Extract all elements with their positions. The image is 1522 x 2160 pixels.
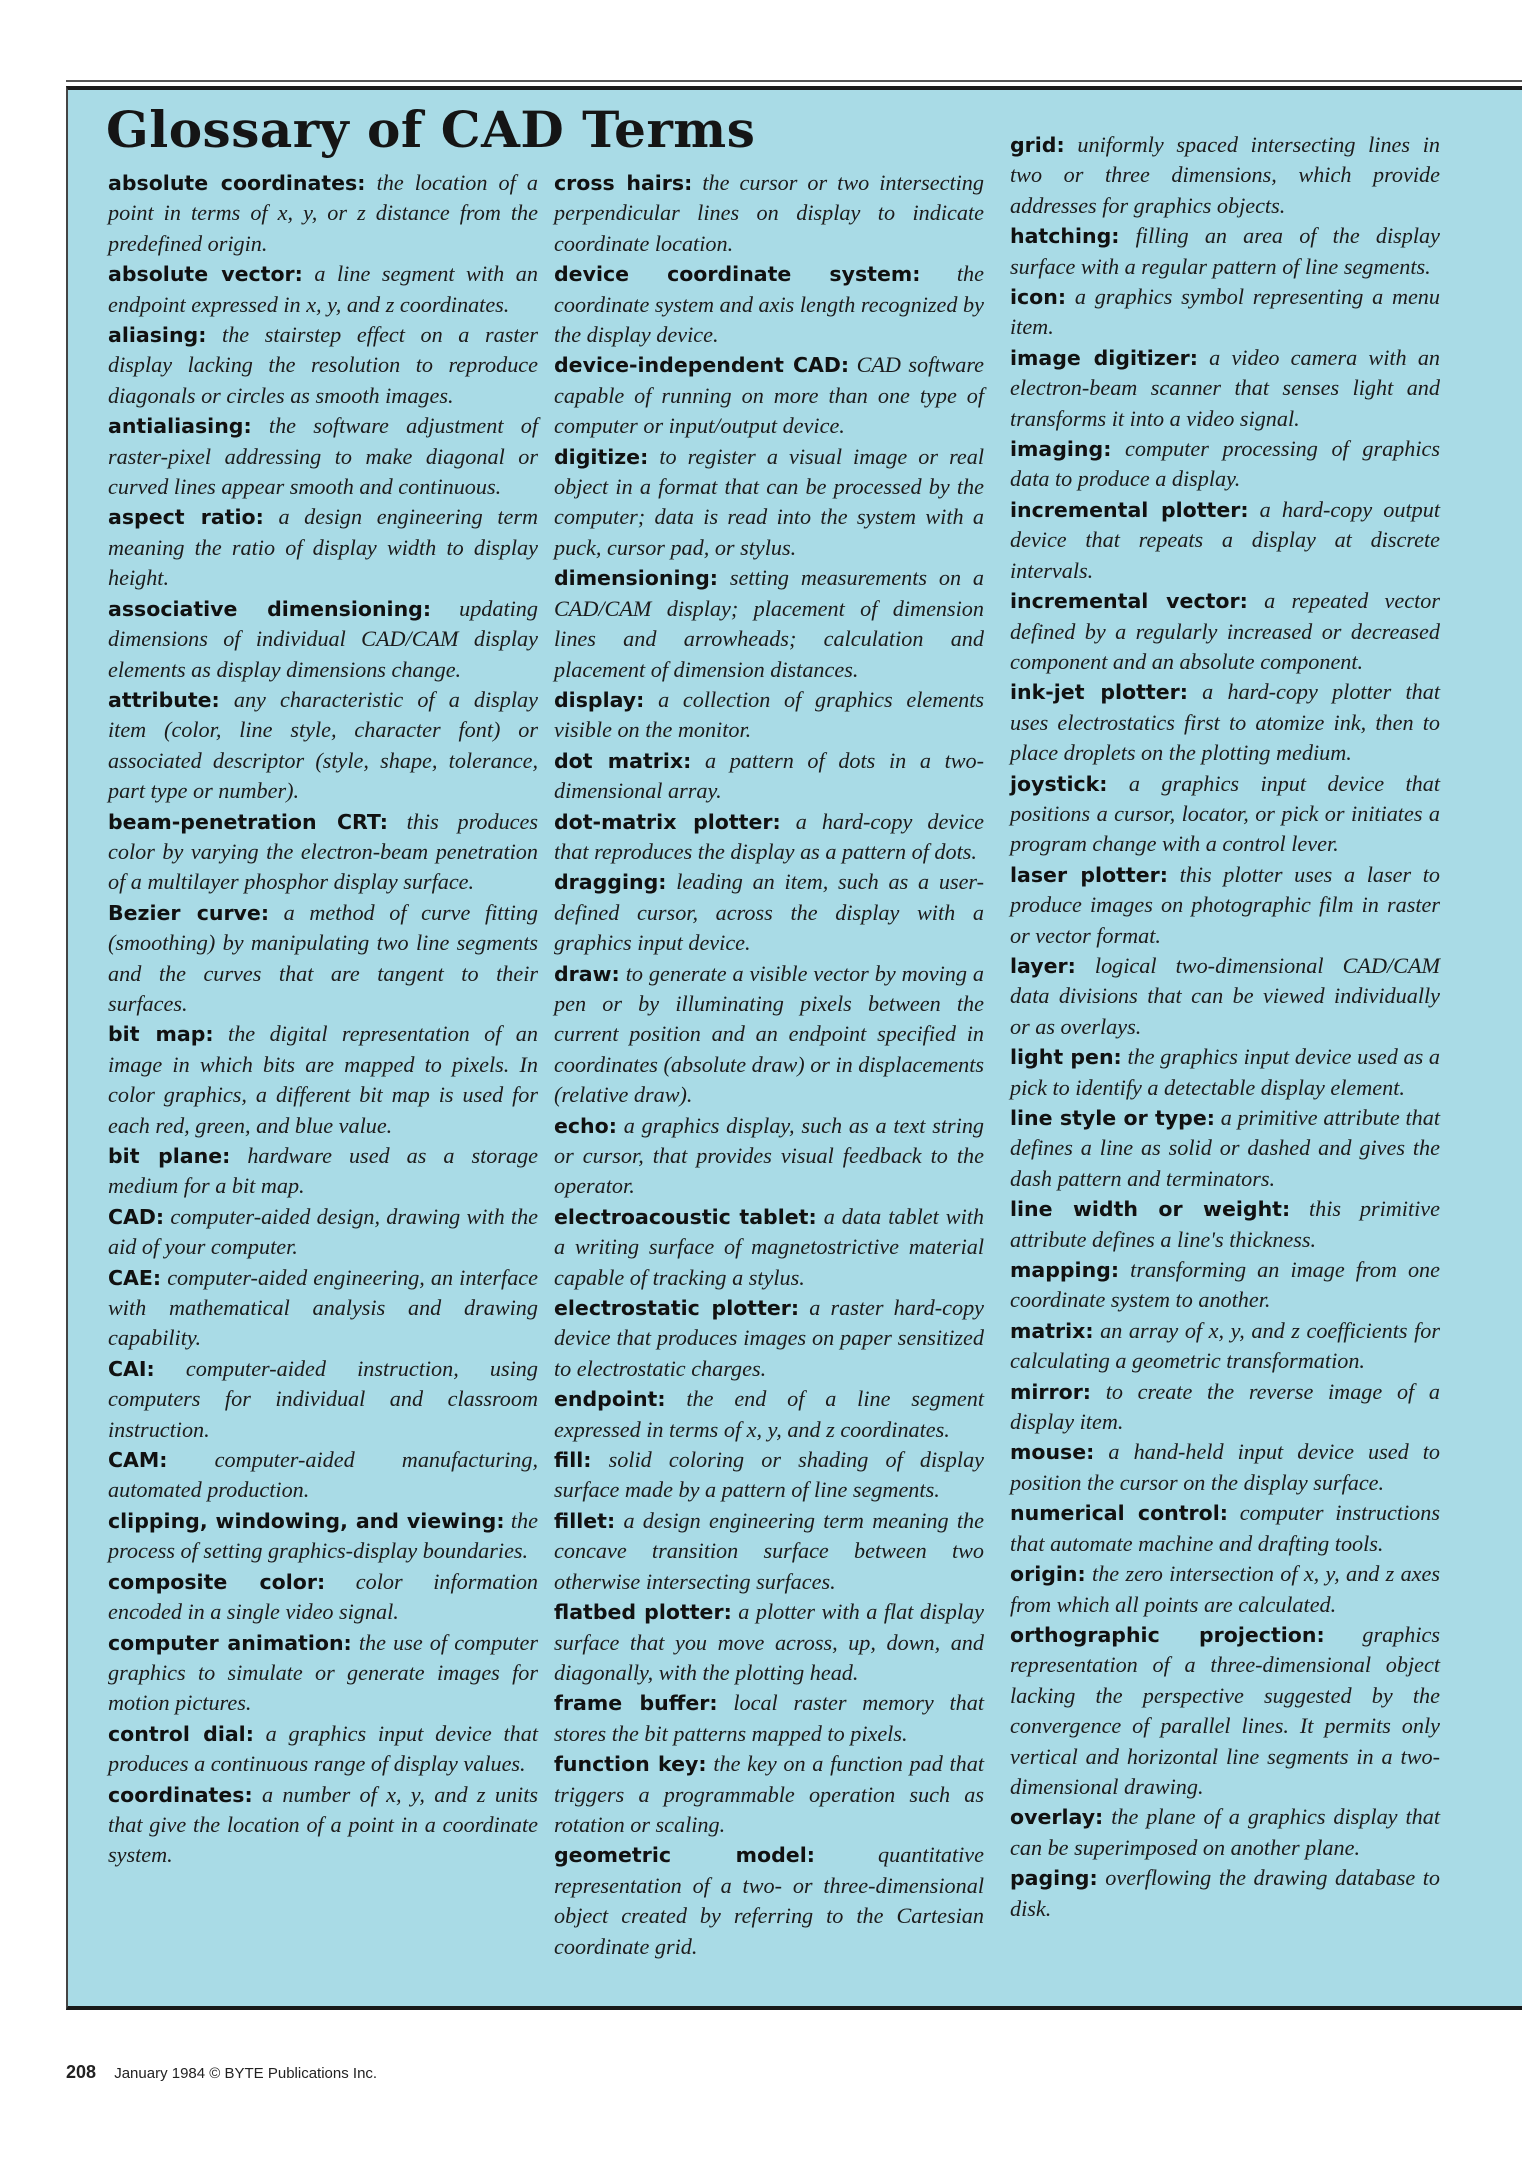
glossary-definition: the key on a function pad that triggers a programmable operation such as rotation or scaling.: [554, 1751, 985, 1837]
glossary-definition: a data tablet with a writing surface of magnetostrictive material capable of tracking a stylus.: [554, 1203, 985, 1290]
glossary-term: clipping, windowing, and viewing:: [108, 1508, 505, 1533]
glossary-definition: a number of x, y, and z units that give the location of a point in a coordinate system.: [108, 1781, 538, 1868]
glossary-definition: the process of setting graphics-display boundaries.: [108, 1507, 538, 1564]
glossary-term: joystick:: [1010, 771, 1108, 796]
glossary-definition: local raster memory that stores the bit patterns mapped to pixels.: [554, 1690, 984, 1746]
glossary-term: electrostatic plotter:: [554, 1296, 800, 1321]
glossary-entry: [108, 1628, 538, 1719]
glossary-term: mapping:: [1010, 1258, 1120, 1283]
glossary-term: associative dimensioning:: [108, 596, 432, 621]
glossary-entry: [108, 502, 538, 593]
glossary-entry: [1010, 221, 1440, 282]
glossary-entry: [554, 1597, 984, 1688]
glossary-definition: the cursor or two intersecting perpendicular lines on display to indicate coordinate location.: [554, 170, 984, 256]
glossary-term: geometric model:: [554, 1843, 815, 1868]
glossary-term: paging:: [1010, 1866, 1098, 1891]
glossary-term: dimensioning:: [554, 566, 718, 591]
glossary-entry: [554, 1445, 984, 1506]
glossary-entry: [554, 350, 984, 441]
glossary-entry: [108, 1567, 538, 1628]
glossary-term: aspect ratio:: [108, 505, 264, 530]
glossary-definition: a line segment with an endpoint expressed in x, y, and z coordinates.: [108, 261, 538, 317]
glossary-entry: [554, 1111, 984, 1202]
glossary-entry: [1010, 282, 1440, 343]
glossary-term: mirror:: [1010, 1379, 1091, 1404]
glossary-definition: a plotter with a flat display surface that you move across, up, down, and diagonally, with the plotting head.: [554, 1599, 984, 1685]
glossary-term: grid:: [1010, 133, 1065, 157]
glossary-term: line width or weight:: [1010, 1197, 1291, 1222]
glossary-definition: a hard-copy output device that repeats a display at discrete intervals.: [1010, 496, 1440, 583]
page-number: 208: [66, 2062, 97, 2082]
glossary-entry: [554, 1688, 984, 1749]
glossary-definition: the location of a point in terms of x, y, or z distance from the predefined origin.: [108, 170, 538, 256]
glossary-entry: [1010, 1437, 1440, 1498]
glossary-term: overlay:: [1010, 1805, 1104, 1830]
glossary-definition: graphics representation of a three-dimensional object lacking the perspective suggested by the convergence of parallel lines. It permits only vertical and horizontal line segments in a two-dimensional drawing.: [1010, 1621, 1441, 1799]
glossary-entry: [108, 320, 538, 411]
glossary-definition: this primitive attribute defines a line's thickness.: [1010, 1196, 1440, 1252]
glossary-term: control dial:: [108, 1721, 254, 1746]
glossary-definition: a primitive attribute that defines a line as solid or dashed and gives the dash pattern and terminators.: [1010, 1105, 1441, 1191]
glossary-definition: any characteristic of a display item (color, line style, character font) or associated descriptor (style, shape, tolerance, part type or number).: [108, 686, 538, 804]
glossary-term: image digitizer:: [1010, 345, 1198, 370]
glossary-entry: [108, 1719, 538, 1780]
glossary-entry: [1010, 1042, 1440, 1103]
glossary-definition: the digital representation of an image in which bits are mapped to pixels. In color graphics, a different bit map is used for each red, green, and blue value.: [108, 1021, 538, 1138]
glossary-definition: computer processing of graphics data to produce a display.: [1010, 436, 1441, 492]
glossary-entry: [554, 168, 984, 259]
glossary-entry: [108, 594, 538, 685]
glossary-column-3: [1010, 130, 1440, 1924]
glossary-entry: [1010, 1498, 1440, 1559]
glossary-entry: [1010, 130, 1440, 221]
glossary-term: ink-jet plotter:: [1010, 680, 1188, 705]
glossary-definition: this plotter uses a laser to produce images on photographic film in raster or vector format.: [1010, 861, 1440, 948]
glossary-term: beam-penetration CRT:: [108, 809, 388, 834]
glossary-definition: computer-aided manufacturing, automated production.: [108, 1447, 538, 1503]
glossary-term: numerical control:: [1010, 1501, 1228, 1526]
glossary-entry: [554, 259, 984, 350]
glossary-definition: to generate a visible vector by moving a pen or by illuminating pixels between the current position and an endpoint specified in coordinates (absolute draw) or in displacements (relative draw).: [554, 960, 985, 1108]
glossary-entry: [1010, 586, 1440, 677]
glossary-definition: a collection of graphics elements visible on the monitor.: [554, 686, 984, 743]
glossary-column-1: [108, 168, 538, 1871]
glossary-entry: [108, 898, 538, 1020]
glossary-term: imaging:: [1010, 437, 1112, 462]
glossary-panel: [66, 86, 1522, 2010]
glossary-definition: a pattern of dots in a two-dimensional array.: [554, 747, 985, 804]
glossary-entry: [1010, 677, 1440, 768]
glossary-definition: a method of curve fitting (smoothing) by manipulating two line segments and the curves that are tangent to their surfaces.: [108, 899, 538, 1016]
glossary-term: device coordinate system:: [554, 262, 921, 287]
glossary-entry: [1010, 860, 1440, 951]
glossary-entry: [1010, 1620, 1440, 1802]
glossary-term: function key:: [554, 1752, 707, 1777]
glossary-entry: [1010, 1863, 1440, 1924]
glossary-definition: quantitative representation of a two- or three-dimensional object created by referring to the Cartesian coordinate grid.: [554, 1842, 984, 1959]
glossary-entry: [1010, 1194, 1440, 1255]
glossary-definition: a raster hard-copy device that produces images on paper sensitized to electrostatic charges.: [554, 1295, 985, 1381]
glossary-entry: [1010, 951, 1440, 1042]
glossary-definition: this produces color by varying the electron-beam penetration of a multilayer phosphor display surface.: [108, 808, 538, 895]
glossary-entry: [1010, 343, 1440, 434]
glossary-definition: to register a visual image or real object in a format that can be processed by the computer; data is read into the system with a puck, cursor pad, or stylus.: [554, 443, 984, 560]
glossary-term: display:: [554, 687, 645, 712]
page-footer: [66, 2062, 377, 2083]
glossary-entry: [108, 1354, 538, 1445]
glossary-entry: [554, 1506, 984, 1597]
glossary-entry: [108, 1019, 538, 1141]
glossary-definition: solid coloring or shading of display surface made by a pattern of line segments.: [554, 1447, 985, 1503]
glossary-entry: [1010, 1559, 1440, 1620]
glossary-entry: [1010, 1103, 1440, 1194]
glossary-term: incremental vector:: [1010, 589, 1248, 614]
panel-top-rule: [66, 80, 1522, 82]
glossary-term: fill:: [554, 1448, 592, 1473]
glossary-entry: [554, 1840, 984, 1962]
glossary-term: orthographic projection:: [1010, 1622, 1325, 1647]
glossary-entry: [108, 259, 538, 320]
glossary-term: electroacoustic tablet:: [554, 1204, 817, 1229]
glossary-term: CAM:: [108, 1448, 168, 1473]
glossary-definition: a hard-copy plotter that uses electrostatics first to atomize ink, then to place droplets on the plotting medium.: [1010, 679, 1440, 766]
glossary-term: attribute:: [108, 687, 220, 712]
glossary-term: incremental plotter:: [1010, 497, 1249, 522]
glossary-entry: [1010, 434, 1440, 495]
glossary-definition: the software adjustment of raster-pixel addressing to make diagonal or curved lines appear smooth and continuous.: [108, 413, 538, 500]
glossary-entry: [108, 685, 538, 807]
glossary-definition: logical two-dimensional CAD/CAM data divisions that can be viewed individually or as overlays.: [1010, 952, 1440, 1039]
glossary-term: CAE:: [108, 1265, 162, 1290]
glossary-term: dot matrix:: [554, 748, 692, 773]
page-title: Glossary of CAD Terms: [106, 100, 756, 159]
glossary-term: fillet:: [554, 1508, 616, 1533]
glossary-term: layer:: [1010, 953, 1076, 978]
glossary-definition: a graphics input device that produces a continuous range of display values.: [108, 1720, 539, 1777]
glossary-term: device-independent CAD:: [554, 353, 850, 378]
glossary-term: cross hairs:: [554, 171, 693, 195]
glossary-definition: a video camera with an electron-beam scanner that senses light and transforms it into a video signal.: [1010, 344, 1441, 431]
glossary-definition: setting measurements on a CAD/CAM display; placement of dimension lines and arrowheads; calculation and placement of dimension distances.: [554, 565, 985, 682]
glossary-definition: overflowing the drawing database to disk.: [1010, 1865, 1441, 1921]
glossary-definition: the end of a line segment expressed in terms of x, y, and z coordinates.: [554, 1386, 984, 1442]
glossary-definition: filling an area of the display surface with a regular pattern of line segments.: [1010, 223, 1440, 279]
glossary-entry: [1010, 1802, 1440, 1863]
glossary-term: mouse:: [1010, 1440, 1095, 1465]
glossary-term: flatbed plotter:: [554, 1600, 732, 1625]
glossary-entry: [108, 1202, 538, 1263]
glossary-entry: [1010, 1316, 1440, 1377]
glossary-term: frame buffer:: [554, 1691, 718, 1716]
glossary-definition: uniformly spaced intersecting lines in two or three dimensions, which provide addresses for graphics objects.: [1010, 132, 1440, 218]
glossary-entry: [554, 959, 984, 1111]
glossary-entry: [554, 442, 984, 564]
glossary-definition: updating dimensions of individual CAD/CAM display elements as display dimensions change.: [108, 595, 538, 682]
footer-credit: January 1984 © BYTE Publications Inc.: [114, 2065, 378, 2082]
glossary-entry: [554, 1384, 984, 1445]
glossary-term: antialiasing:: [108, 414, 252, 439]
glossary-term: laser plotter:: [1010, 862, 1168, 887]
glossary-term: computer animation:: [108, 1630, 352, 1655]
glossary-term: Bezier curve:: [108, 900, 270, 925]
glossary-term: hatching:: [1010, 224, 1120, 249]
glossary-entry: [1010, 495, 1440, 586]
glossary-term: aliasing:: [108, 323, 207, 348]
glossary-term: light pen:: [1010, 1045, 1122, 1070]
glossary-term: endpoint:: [554, 1387, 666, 1412]
glossary-term: composite color:: [108, 1569, 326, 1594]
glossary-term: echo:: [554, 1113, 617, 1138]
glossary-entry: [554, 1293, 984, 1384]
glossary-term: matrix:: [1010, 1318, 1094, 1343]
glossary-entry: [1010, 1255, 1440, 1316]
glossary-definition: the graphics input device used as a pick to identify a detectable display element.: [1010, 1044, 1441, 1100]
glossary-definition: the plane of a graphics display that can be superimposed on another plane.: [1010, 1804, 1440, 1860]
glossary-definition: transforming an image from one coordinate system to another.: [1010, 1257, 1440, 1313]
glossary-definition: a hard-copy device that reproduces the display as a pattern of dots.: [554, 808, 985, 864]
glossary-definition: an array of x, y, and z coefficients for calculating a geometric transformation.: [1010, 1317, 1440, 1374]
glossary-term: bit map:: [108, 1022, 214, 1047]
glossary-entry: [108, 1445, 538, 1506]
glossary-definition: to create the reverse image of a display item.: [1010, 1378, 1441, 1435]
glossary-entry: [108, 1141, 538, 1202]
glossary-entry: [108, 1780, 538, 1871]
glossary-entry: [108, 807, 538, 898]
glossary-definition: a hand-held input device used to position the cursor on the display surface.: [1010, 1439, 1441, 1495]
glossary-term: origin:: [1010, 1562, 1086, 1587]
glossary-definition: a graphics input device that positions a cursor, locator, or pick or initiates a program change with a control lever.: [1010, 770, 1441, 857]
glossary-definition: a design engineering term meaning the ratio of display width to display height.: [108, 504, 539, 591]
glossary-definition: the coordinate system and axis length recognized by the display device.: [554, 261, 984, 348]
glossary-entry: [554, 563, 984, 685]
glossary-entry: [554, 807, 984, 868]
glossary-entry: [108, 411, 538, 502]
glossary-definition: computer-aided design, drawing with the aid of your computer.: [108, 1203, 539, 1260]
glossary-definition: CAD software capable of running on more than one type of computer or input/output device.: [554, 352, 985, 439]
glossary-term: dragging:: [554, 870, 667, 895]
glossary-term: absolute coordinates:: [108, 171, 366, 195]
glossary-definition: computer-aided engineering, an interface with mathematical analysis and drawing capability.: [108, 1264, 539, 1351]
glossary-term: bit plane:: [108, 1144, 231, 1168]
glossary-entry: [1010, 1377, 1440, 1438]
glossary-definition: computer-aided instruction, using computers for individual and classroom instruction.: [108, 1355, 538, 1442]
glossary-definition: a repeated vector defined by a regularly increased or decreased component and an absolute component.: [1010, 588, 1440, 674]
glossary-entry: [108, 168, 538, 259]
glossary-definition: color information encoded in a single video signal.: [108, 1568, 539, 1625]
glossary-entry: [554, 1202, 984, 1293]
glossary-entry: [554, 1749, 984, 1840]
glossary-definition: computer instructions that automate machine and drafting tools.: [1010, 1500, 1440, 1556]
glossary-definition: a graphics display, such as a text string or cursor, that provides visual feedback to the operator.: [554, 1112, 985, 1199]
glossary-entry: [554, 867, 984, 958]
glossary-term: CAD:: [108, 1204, 165, 1229]
glossary-column-2: [554, 168, 984, 1962]
glossary-definition: hardware used as a storage medium for a bit map.: [108, 1143, 539, 1199]
glossary-entry: [108, 1506, 538, 1567]
glossary-entry: [554, 746, 984, 807]
glossary-definition: the zero intersection of x, y, and z axes from which all points are calculated.: [1010, 1561, 1440, 1617]
glossary-term: CAI:: [108, 1356, 155, 1381]
glossary-term: line style or type:: [1010, 1106, 1215, 1130]
glossary-definition: leading an item, such as a user-defined cursor, across the display with a graphics input device.: [554, 869, 985, 956]
glossary-term: absolute vector:: [108, 262, 303, 287]
glossary-term: dot-matrix plotter:: [554, 809, 781, 834]
glossary-definition: the stairstep effect on a raster display lacking the resolution to reproduce diagonals or circles as smooth images.: [108, 322, 538, 408]
glossary-entry: [554, 685, 984, 746]
glossary-definition: a design engineering term meaning the concave transition surface between two otherwise intersecting surfaces.: [554, 1507, 985, 1594]
glossary-entry: [108, 1263, 538, 1354]
glossary-definition: a graphics symbol representing a menu item.: [1010, 284, 1440, 340]
glossary-term: digitize:: [554, 444, 649, 469]
glossary-definition: the use of computer graphics to simulate or generate images for motion pictures.: [108, 1629, 538, 1716]
glossary-term: coordinates:: [108, 1782, 253, 1807]
glossary-term: icon:: [1010, 285, 1067, 310]
glossary-entry: [1010, 769, 1440, 860]
glossary-term: draw:: [554, 961, 620, 986]
